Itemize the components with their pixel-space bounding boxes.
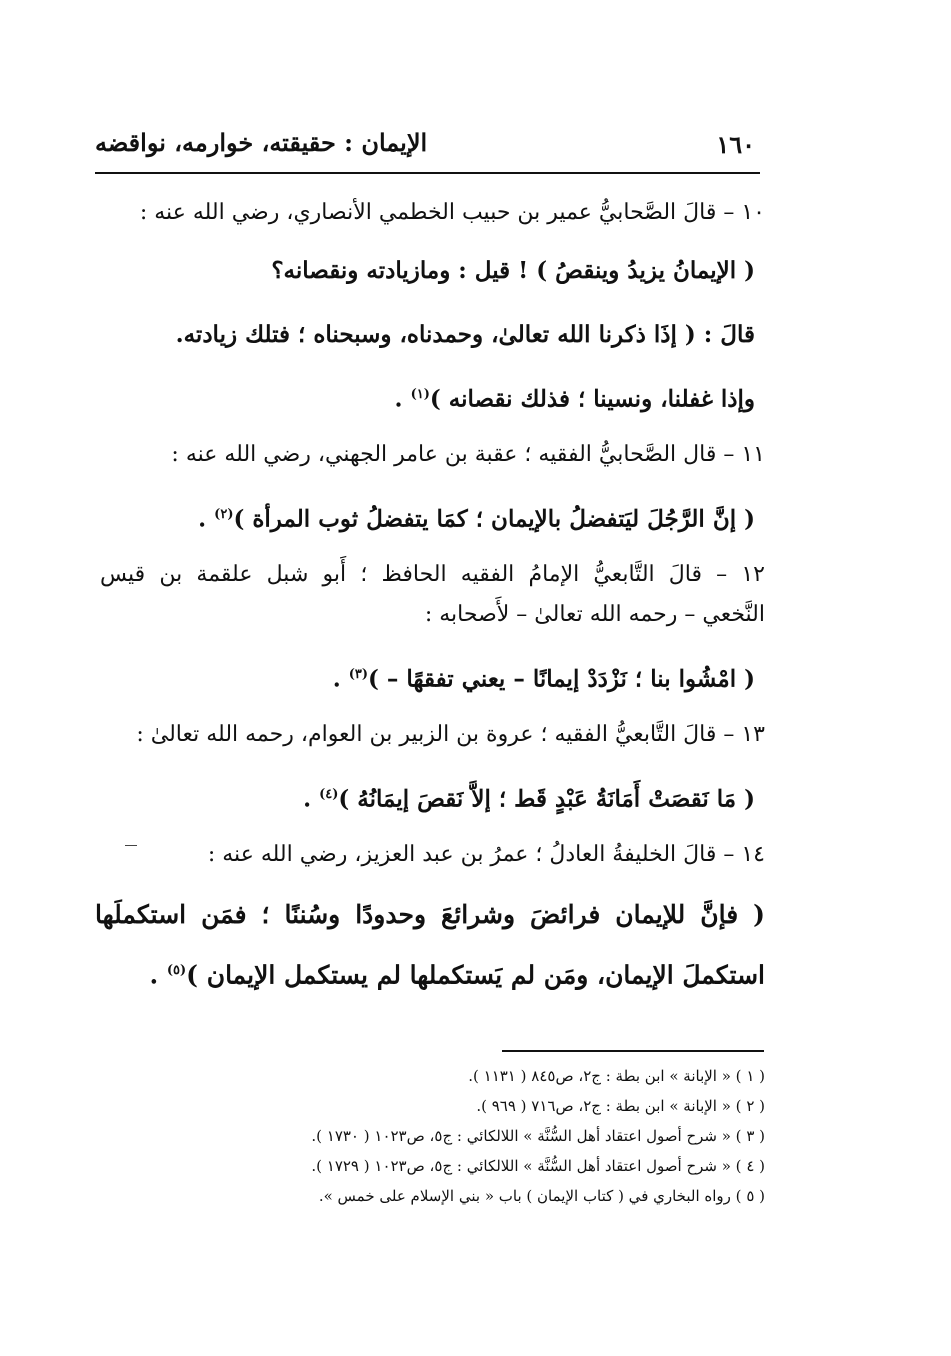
footnote-ref-4: (٤) bbox=[319, 787, 339, 802]
period: . bbox=[394, 385, 403, 413]
quote-10-cont: قالَ : ( إذَا ذكرنا الله تعالىٰ، وحمدناه، وسبحناه ؛ فتلك زيادته. bbox=[175, 321, 755, 348]
quote-text: استكملَ الإيمان، ومَن لم يَستكملها لم يستكمل الإيمان ) bbox=[186, 960, 765, 990]
quote-text: ( مَا نَقصَتْ أَمَانَةُ عَبْدٍ قَط ؛ إلاَّ نَقصَ إيمَانُهُ ) bbox=[338, 785, 755, 813]
running-title: الإيمان : حقيقته، خوارمه، نواقضه bbox=[95, 128, 428, 157]
quote-14: ( فإنَّ للإيمان فرائضَ وشرائعَ وحدودًا وسُننًا ؛ فمَن استكملَها bbox=[95, 900, 765, 929]
stray-mark bbox=[125, 845, 137, 846]
quote-text: ( امْشُوا بنا ؛ نَزْدَدْ إيمانًا – يعني تفقهًا – ) bbox=[368, 665, 755, 693]
footnote-4: ( ٤ ) « شرح أصول اعتقاد أهل السُّنَّة » اللالكائي : ج٥، ص١٠٢٣ ( ١٧٢٩ ). bbox=[311, 1157, 765, 1175]
page-header bbox=[95, 128, 755, 164]
quote-12 bbox=[333, 660, 755, 695]
footnote-ref-1: (١) bbox=[410, 387, 430, 402]
narration-13: ١٣ – قالَ التَّابعيُّ الفقيه ؛ عروة بن الزبير بن العوام، رحمه الله تعالىٰ : bbox=[136, 722, 765, 747]
footnotes bbox=[200, 1066, 765, 1216]
footnote-divider bbox=[502, 1050, 764, 1052]
narration-12: ١٢ – قالَ التَّابعيُّ الإمامُ الفقيه الحافظ ؛ أَبو شبل علقمة بن قيس bbox=[100, 562, 765, 587]
footnote-ref-5: (٥) bbox=[166, 963, 187, 978]
quote-13 bbox=[303, 780, 755, 815]
footnote-1: ( ١ ) « الإبانة » ابن بطة : ج٢، ص٨٤٥ ( ١١٣١ ). bbox=[468, 1067, 765, 1085]
narration-10: ١٠ – قالَ الصَّحابيُّ عمير بن حبيب الخطمي الأنصاري، رضي الله عنه : bbox=[139, 200, 765, 225]
period: . bbox=[198, 505, 207, 533]
period: . bbox=[149, 960, 159, 990]
footnote-ref-3: (٣) bbox=[348, 667, 369, 682]
quote-10-end bbox=[395, 380, 755, 415]
header-divider bbox=[95, 172, 760, 174]
quote-11 bbox=[198, 500, 755, 535]
footnote-2: ( ٢ ) « الإبانة » ابن بطة : ج٢، ص٧١٦ ( ٩٦٩ ). bbox=[476, 1097, 765, 1115]
footnote-3: ( ٣ ) « شرح أصول اعتقاد أهل السُّنَّة » اللالكائي : ج٥، ص١٠٢٣ ( ١٧٣٠ ). bbox=[311, 1127, 765, 1145]
quote-text: ( إنَّ الرَّجُلَ ليَتفضلُ بالإيمان ؛ كمَا يتفضلُ ثوب المرأة ) bbox=[233, 505, 755, 533]
page-number: ١٦٠ bbox=[716, 130, 755, 159]
quote-text: وإذا غفلنا، ونسينا ؛ فذلك نقصانه ) bbox=[429, 385, 755, 413]
quote-14-end bbox=[149, 956, 765, 990]
period: . bbox=[332, 665, 341, 693]
footnote-ref-2: (٢) bbox=[214, 507, 234, 522]
narration-12-cont: النَّخعي – رحمه الله تعالىٰ – لأَصحابه : bbox=[424, 602, 765, 627]
narration-14: ١٤ – قالَ الخليفةُ العادلُ ؛ عمرُ بن عبد العزيز، رضي الله عنه : bbox=[207, 842, 765, 867]
quote-10: ( الإيمانُ يزيدُ وينقصُ ) ! قيل : ومازيادته ونقصانه؟ bbox=[271, 257, 755, 284]
period: . bbox=[303, 785, 312, 813]
narration-11: ١١ – قال الصَّحابيُّ الفقيه ؛ عقبة بن عامر الجهني، رضي الله عنه : bbox=[171, 442, 765, 467]
footnote-5: ( ٥ ) رواه البخاري في ( كتاب الإيمان ) باب « بني الإسلام على خمس ». bbox=[318, 1187, 765, 1205]
